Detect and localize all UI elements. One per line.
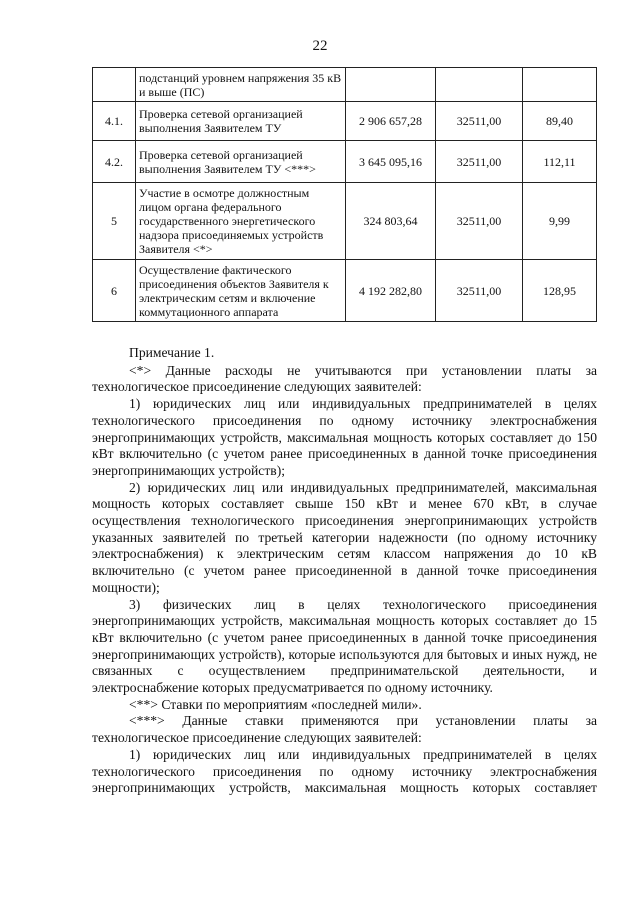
note-paragraph: 3) физических лиц в целях технологического присоединения энергопринимающих устройств, максимальная мощность которых составляет до 15 кВт включительно (с учетом ранее присоединенных в данной точке присоединения энергопринимающих устройств), которые используются для бытовых и иных нужд, не связанных с осуществлением предпринимательской деятельности, и электроснабжение которых предусматривается по одному источнику.	[92, 596, 597, 696]
row-cost: 2 906 657,28	[346, 102, 436, 141]
row-rate	[523, 68, 597, 102]
row-number: 6	[93, 260, 136, 322]
row-capacity: 32511,00	[436, 183, 523, 260]
row-activity: подстанций уровнем напряжения 35 кВ и выше (ПС)	[136, 68, 346, 102]
table-row	[93, 102, 597, 141]
row-activity: Проверка сетевой организацией выполнения Заявителем ТУ <***>	[136, 141, 346, 183]
row-capacity	[436, 68, 523, 102]
notes-title: Примечание 1.	[129, 345, 215, 360]
note-paragraph: 1) юридических лиц или индивидуальных предпринимателей в целях технологического присоединения по одному источнику электроснабжения энергопринимающих устройств, максимальная мощность которых составляет до 150 кВт включительно (с учетом ранее присоединенных в данной точке присоединения энергопринимающих устройств);	[92, 396, 597, 478]
row-activity: Осуществление фактического присоединения объектов Заявителя к электрическим сетям и включение коммутационного аппарата	[136, 260, 346, 322]
row-capacity: 32511,00	[436, 141, 523, 183]
note-paragraph: 2) юридических лиц или индивидуальных предпринимателей, максимальная мощность которых составляет свыше 150 кВт и менее 670 кВт, в случае осуществления технологического присоединения энергопринимающих устройств указанных заявителей по третьей категории надежности (по одному источнику электроснабжения) к электрическим сетям классом напряжения до 10 кВ включительно (с учетом ранее присоединенной в данной точке присоединения мощности);	[92, 479, 597, 595]
note-paragraph: <***> Данные ставки применяются при установлении платы за технологическое присоединение следующих заявителей:	[92, 713, 597, 746]
row-activity: Участие в осмотре должностным лицом органа федерального государственного энергетического надзора присоединяемых устройств Заявителя <*>	[136, 183, 346, 260]
row-capacity: 32511,00	[436, 102, 523, 141]
row-cost: 324 803,64	[346, 183, 436, 260]
row-cost: 4 192 282,80	[346, 260, 436, 322]
row-rate: 89,40	[523, 102, 597, 141]
notes-section	[92, 345, 597, 797]
row-number: 5	[93, 183, 136, 260]
row-number: 4.1.	[93, 102, 136, 141]
note-paragraph: <*> Данные расходы не учитываются при установлении платы за технологическое присоединение следующих заявителей:	[92, 362, 597, 395]
note-paragraph: <**> Ставки по мероприятиям «последней мили».	[129, 696, 422, 712]
row-activity: Проверка сетевой организацией выполнения Заявителем ТУ	[136, 102, 346, 141]
row-rate: 128,95	[523, 260, 597, 322]
row-number: 4.2.	[93, 141, 136, 183]
table-row	[93, 68, 597, 102]
table-row	[93, 183, 597, 260]
row-cost	[346, 68, 436, 102]
row-cost: 3 645 095,16	[346, 141, 436, 183]
row-rate: 112,11	[523, 141, 597, 183]
table-row	[93, 141, 597, 183]
table-row	[93, 260, 597, 322]
tariff-table	[92, 67, 597, 322]
note-paragraph: 1) юридических лиц или индивидуальных предпринимателей в целях технологического присоединения по одному источнику электроснабжения энергопринимающих устройств, максимальная мощность которых составляет	[92, 746, 597, 796]
row-number	[93, 68, 136, 102]
row-capacity: 32511,00	[436, 260, 523, 322]
page-number: 22	[312, 38, 328, 54]
row-rate: 9,99	[523, 183, 597, 260]
